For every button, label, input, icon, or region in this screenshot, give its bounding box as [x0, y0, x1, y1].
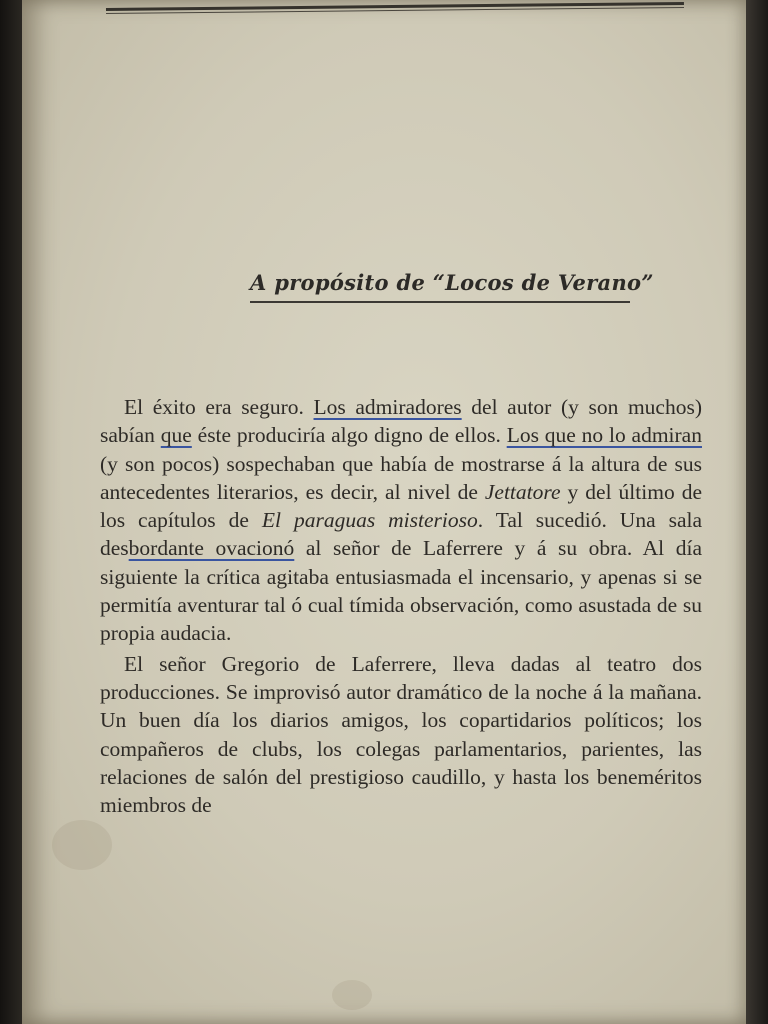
- book-binding-left: [0, 0, 22, 1024]
- ink-underlined-text: Los que no lo admiran: [506, 423, 702, 448]
- text-run: . Tal sucedió. Una sala des: [100, 508, 703, 561]
- text-run: al señor de Laferrere y á su obra. Al día siguiente la crítica agitaba entusiasmada el incensario, y apenas si se permitía aventurar tal ó cual tímida observación, como asustada de su propia audacia.: [100, 536, 703, 646]
- text-run: éste produciría algo digno de ellos.: [191, 423, 507, 448]
- paragraph-1: [100, 393, 702, 648]
- ink-underlined-text: que: [160, 423, 192, 448]
- book-page: [22, 0, 746, 1024]
- ink-underlined-text: bordante ovacionó: [128, 536, 295, 561]
- italic-title: Jettatore: [484, 479, 561, 504]
- paragraph-2: El señor Gregorio de Laferrere, lleva dadas al teatro dos producciones. Se improvisó autor dramático de la noche á la mañana. Un buen día los diarios amigos, los copartidarios políticos; los compañeros de clubs, los colegas parlamentarios, parientes, las relaciones de salón del prestigioso caudillo, y hasta los beneméritos miembros de: [100, 651, 702, 818]
- ink-underlined-text: Los admiradores: [313, 395, 462, 419]
- text-run: El éxito era seguro.: [124, 395, 314, 419]
- text-run: y del último de los capítulos de: [100, 479, 702, 533]
- text-run: (y son pocos) sospechaban que había de mostrarse á la altura de sus antecedentes literarios, es decir, al nivel de: [100, 451, 702, 504]
- paper-stain: [52, 820, 112, 870]
- text-run: del autor (y son muchos) sabían: [100, 395, 703, 448]
- paper-stain: [332, 980, 372, 1010]
- header-rule: [106, 2, 684, 14]
- italic-title: El paraguas misterioso: [261, 508, 478, 533]
- book-edge-right: [746, 0, 768, 1024]
- body-text: [100, 393, 702, 819]
- chapter-title: A propósito de “Locos de Verano”: [250, 270, 630, 303]
